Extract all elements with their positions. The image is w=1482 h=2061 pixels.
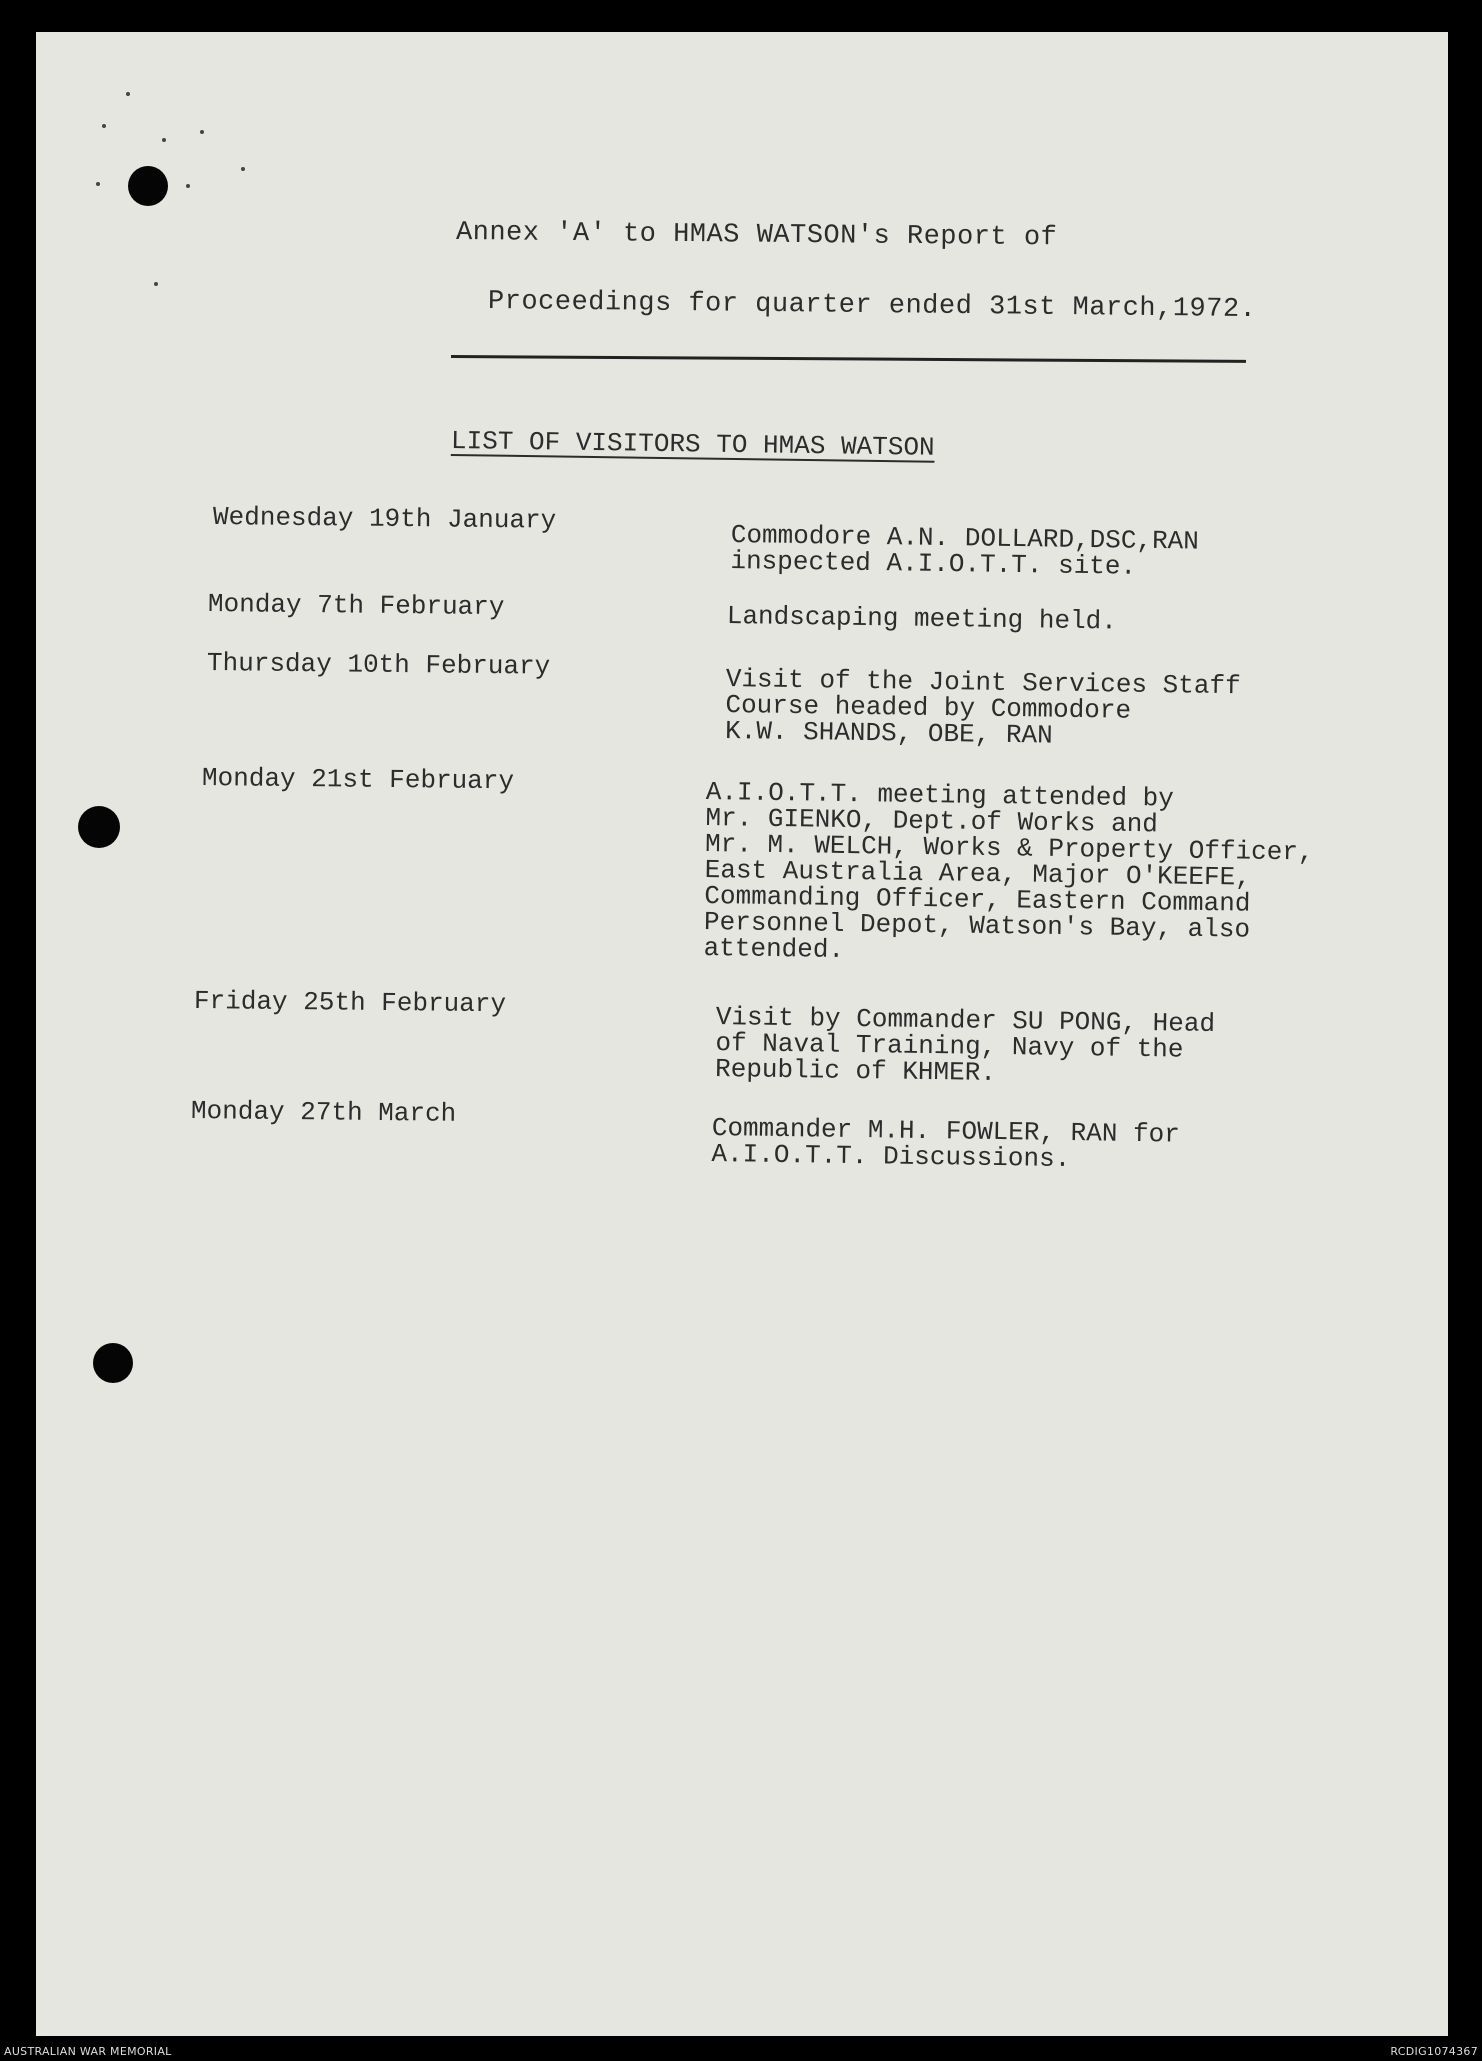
- paper-speck: [241, 167, 245, 171]
- paper-speck: [200, 130, 204, 134]
- footer-archive-name: AUSTRALIAN WAR MEMORIAL: [4, 2045, 172, 2058]
- entry-description: Visit by Commander SU PONG, Head of Naval Training, Navy of the Republic of KHMER.: [714, 1002, 1216, 1088]
- paper-speck: [162, 138, 166, 142]
- entry-date: Wednesday 19th January: [212, 502, 557, 536]
- entry-description: Landscaping meeting held.: [726, 601, 1118, 637]
- paper-speck: [126, 92, 130, 96]
- punch-hole-lower: [93, 1343, 133, 1383]
- footer-record-id: RCDIG1074367: [1390, 2045, 1478, 2058]
- entry-date: Friday 25th February: [193, 986, 507, 1020]
- entry-description: Visit of the Joint Services Staff Course headed by Commodore K.W. SHANDS, OBE, RAN: [724, 664, 1241, 751]
- entry-description: Commodore A.N. DOLLARD,DSC,RAN inspected A.I.O.T.T. site.: [730, 520, 1200, 582]
- document-page: [36, 32, 1448, 2036]
- annex-heading-line-1: Annex 'A' to HMAS WATSON's Report of: [455, 218, 1058, 254]
- entry-description: Commander M.H. FOWLER, RAN for A.I.O.T.T. Discussions.: [711, 1113, 1181, 1175]
- annex-heading-line-2: Proceedings for quarter ended 31st March,1972.: [487, 287, 1257, 326]
- list-title: LIST OF VISITORS TO HMAS WATSON: [450, 426, 935, 463]
- entry-date: Monday 7th February: [207, 589, 505, 623]
- paper-speck: [186, 184, 190, 188]
- paper-speck: [102, 124, 106, 128]
- punch-hole-middle: [78, 806, 120, 848]
- entry-date: Monday 27th March: [190, 1096, 457, 1129]
- entry-date: Monday 21st February: [201, 763, 515, 797]
- entry-description: A.I.O.T.T. meeting attended by Mr. GIENKO, Dept.of Works and Mr. M. WELCH, Works & Property Officer, East Australia Area, Major O'KEEFE, Commanding Officer, Eastern Command Personnel Depot, Watson's Bay, also attended.: [703, 777, 1314, 965]
- paper-speck: [154, 282, 158, 286]
- punch-hole-top: [128, 166, 168, 206]
- entry-date: Thursday 10th February: [206, 648, 551, 682]
- paper-speck: [96, 182, 100, 186]
- heading-divider: [451, 355, 1246, 363]
